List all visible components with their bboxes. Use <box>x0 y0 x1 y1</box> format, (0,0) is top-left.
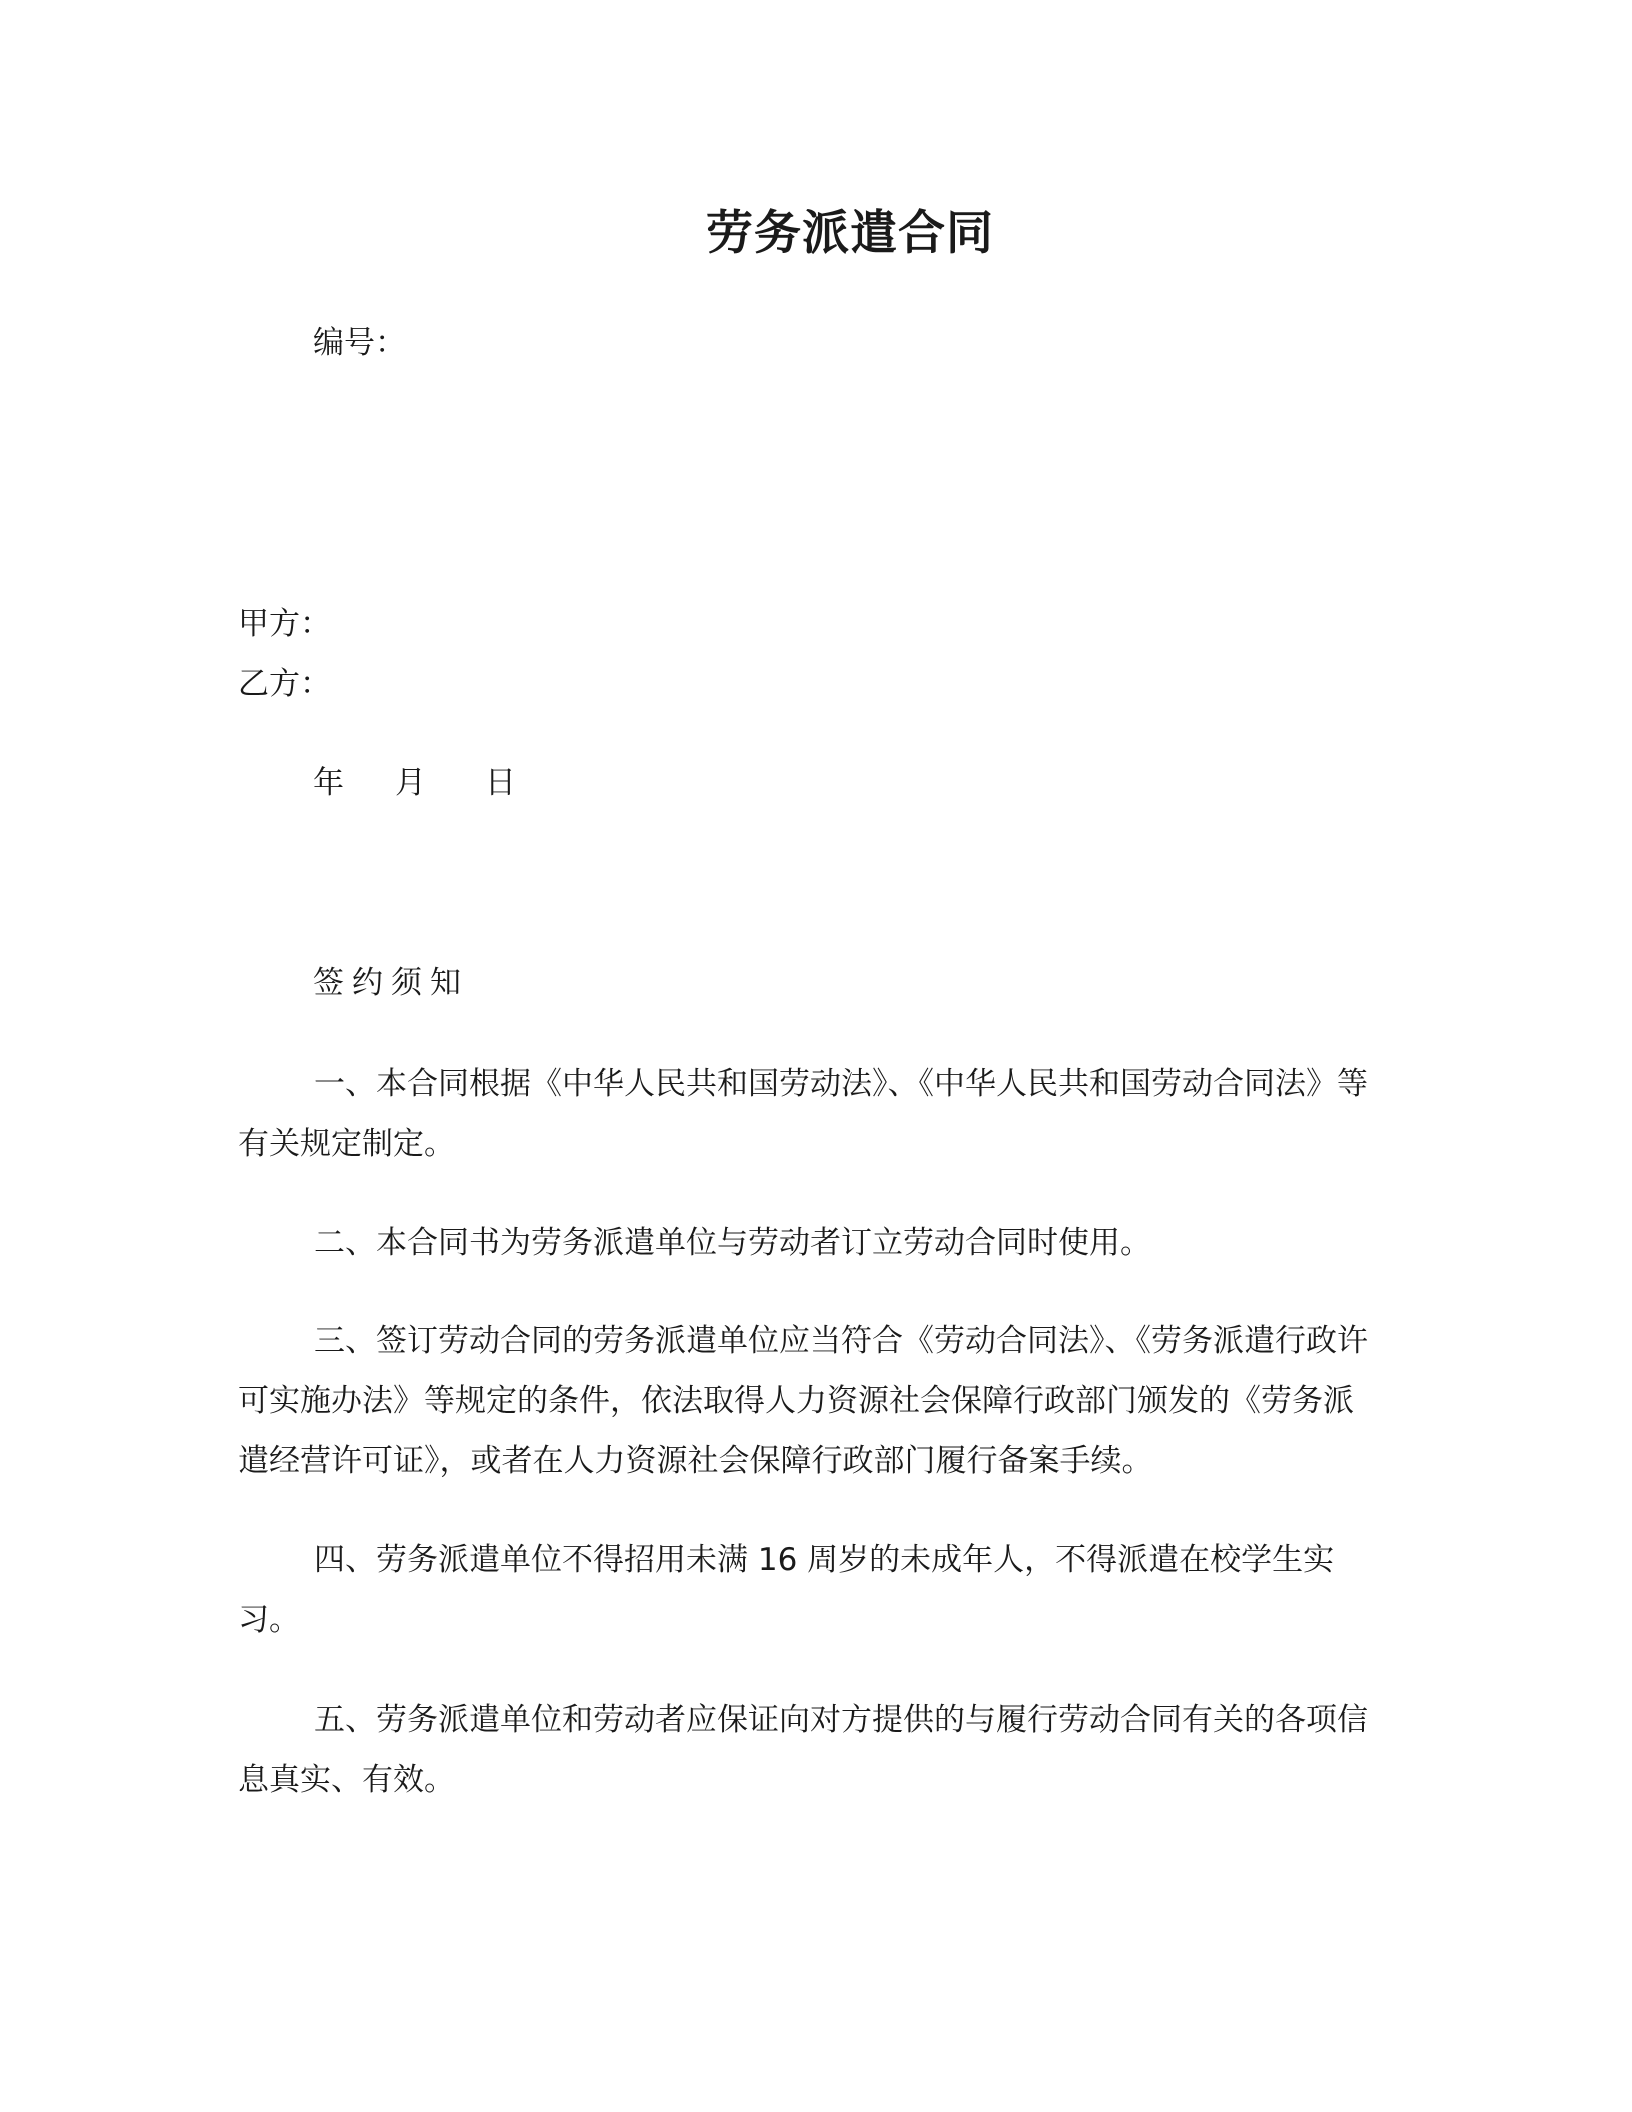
number-label: 编号： <box>313 325 406 361</box>
document-title: 劳务派遣合同 <box>706 206 994 261</box>
party-b-label: 乙方： <box>238 666 331 702</box>
notice-item-1 <box>238 1054 1378 1174</box>
notice-item-4 <box>238 1530 1378 1650</box>
notice-item-text: 四、劳务派遣单位不得招用未满 16 周岁的未成年人，不得派遣在校学生实习。 <box>238 1542 1335 1638</box>
date-year: 年 <box>313 765 344 801</box>
notice-item-3 <box>238 1311 1378 1491</box>
notice-item-2 <box>238 1213 1378 1273</box>
signing-date <box>313 763 516 803</box>
notice-item-text: 二、本合同书为劳务派遣单位与劳动者订立劳动合同时使用。 <box>314 1225 1151 1261</box>
notice-item-text: 三、签订劳动合同的劳务派遣单位应当符合《劳动合同法》、《劳务派遣行政许可实施办法》等规定的条件，依法取得人力资源社会保障行政部门颁发的《劳务派遣经营许可证》，或者在人力资源社会保障行政部门履行备案手续。 <box>238 1323 1368 1479</box>
notice-item-5 <box>238 1690 1378 1810</box>
party-a-label: 甲方： <box>238 606 331 642</box>
notice-item-text: 五、劳务派遣单位和劳动者应保证向对方提供的与履行劳动合同有关的各项信息真实、有效。 <box>238 1702 1368 1798</box>
notice-heading: 签约须知 <box>313 965 469 1001</box>
date-day: 日 <box>485 765 516 801</box>
notice-item-text: 一、本合同根据《中华人民共和国劳动法》、《中华人民共和国劳动合同法》等有关规定制定。 <box>238 1066 1368 1162</box>
date-month: 月 <box>395 765 426 801</box>
